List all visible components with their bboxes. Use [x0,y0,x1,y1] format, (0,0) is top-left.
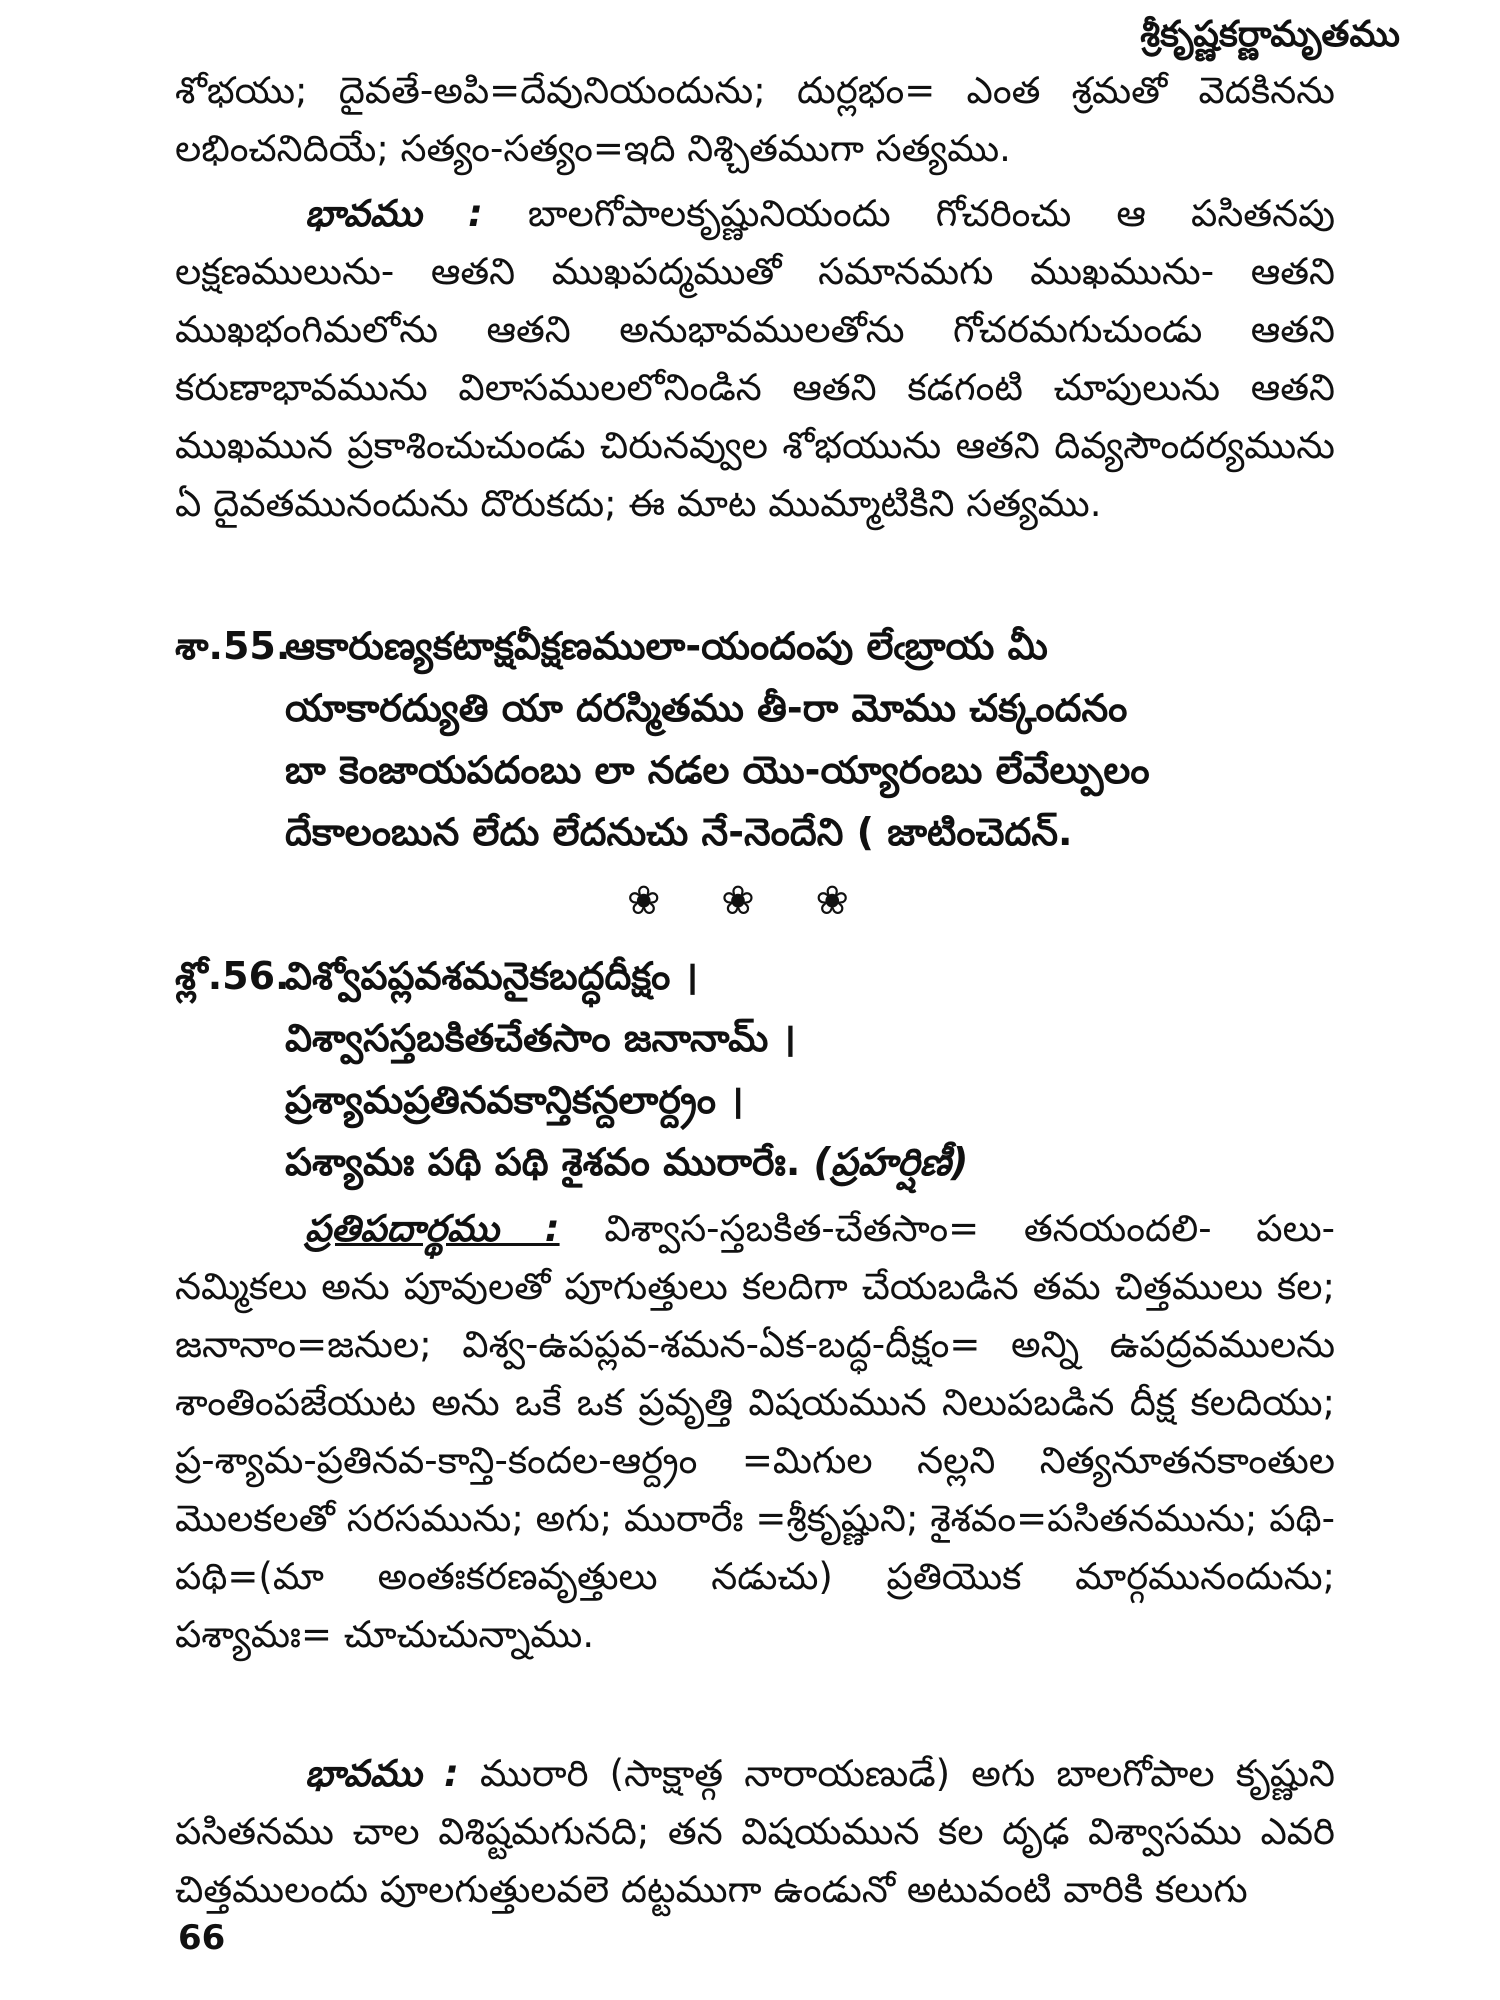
verse-line: శా.55.ఆకారుణ్యకటాక్షవీక్షణములా-యందంపు లేఁబ్రాయ మీ [175,615,1335,677]
running-header: శ్రీకృష్ణకర్ణామృతము [1140,14,1400,55]
bhavam-label: భావము : [305,1752,459,1795]
pratipadartham-section [175,1200,1335,1664]
bhavam-section-1 [175,185,1335,533]
verse-number: శ్లో.56. [175,954,290,998]
verse-line: పశ్యామః పథి పథి శైశవం మురారేః. (ప్రహర్షిణీ) [285,1140,969,1184]
verse-line: దేకాలంబున లేదు లేదనుచు నే-నెందేని ( జాటించెదన్. [285,810,1073,854]
pratipadartham-paragraph [175,1200,1335,1664]
bhavam-paragraph-2 [175,1745,1335,1919]
bhavam-text: మురారి (సాక్షాత్గ నారాయణుడే) అగు బాలగోపాల కృష్ణుని పసితనము చాల విశిష్టమగునది; తన విషయమున కల దృఢ విశ్వాసము ఎవరి చిత్తములందు పూలగుత్తులవలె దట్టముగా ఉండునో అటువంటి వారికి కలుగు [175,1752,1335,1911]
meter-name: (ప్రహర్షిణీ) [813,1140,969,1184]
verse-line: శ్లో.56.విశ్వోపప్లవశమనైకబద్ధదీక్షం । [175,945,1335,1007]
pratipadartham-label: ప్రతిపదార్థము : [305,1207,560,1250]
bhavam-label: భావము : [305,192,483,235]
bhavam-text: బాలగోపాలకృష్ణునియందు గోచరించు ఆ పసితనపు లక్షణములును- ఆతని ముఖపద్మముతో సమానమగు ముఖమును- ఆతని ముఖభంగిమలోను ఆతని అనుభావములతోను గోచరమగుచుండు ఆతని కరుణాభావమును విలాసములలోనిండిన ఆతని కడగంటి చూపులును ఆతని ముఖమున ప్రకాశించుచుండు చిరునవ్వుల శోభయును ఆతని దివ్యసౌందర్యమును ఏ దైవతమునందును దొరుకదు; ఈ మాట ముమ్మాటికిని సత్యము. [175,192,1335,525]
page-number: 66 [178,1918,226,1958]
continuation-paragraph [175,62,1335,178]
verse-line: బా కెంజాయపదంబు లా నడల యొ-య్యారంబు లేవేల్పులం [285,748,1150,792]
pratipadartham-text: విశ్వాస-స్తబకిత-చేతసాం= తనయందలి- పలు- నమ్మికలు అను పూవులతో పూగుత్తులు కలదిగా చేయబడిన తమ చిత్తములు కల; జనానాం=జనుల; విశ్వ-ఉపప్లవ-శమన-ఏక-బద్ధ-దీక్షం= అన్ని ఉపద్రవములను శాంతింపజేయుట అను ఒకే ఒక ప్రవృత్తి విషయమున నిలుపబడిన దీక్ష కలదియు; ప్ర-శ్యామ-ప్రతినవ-కాన్తి-కందల-ఆర్ద్రం =మిగుల నల్లని నిత్యనూతనకాంతుల మొలకలతో సరసమును; అగు; మురారేః =శ్రీకృష్ణుని; శైశవం=పసితనమును; పథి-పథి=(మా అంతఃకరణవృత్తులు నడుచు) ప్రతియొక మార్గమునందును; పశ్యామః= చూచుచున్నాము. [175,1207,1335,1656]
verse-number: శా.55. [175,624,291,668]
paragraph-text: శోభయు; దైవతే-అపి=దేవునియందును; దుర్లభం= ఎంత శ్రమతో వెదకినను లభించనిదియే; సత్యం-సత్యం=ఇది నిశ్చితముగా సత్యము. [175,69,1335,170]
verse-56 [175,945,1335,1193]
verse-line: ప్రశ్యామప్రతినవకాన్తికన్దలార్ద్రం । [285,1078,744,1122]
verse-55 [175,615,1335,863]
verse-line: విశ్వాసస్తబకితచేతసాం జనానామ్ । [285,1016,796,1060]
bhavam-paragraph-1 [175,185,1335,533]
verse-line: యాకారద్యుతి యా దరస్మితము తీ-రా మోము చక్కందనం [285,686,1128,730]
section-divider-ornament: ❀ ❀ ❀ [627,878,873,924]
bhavam-section-2 [175,1745,1335,1919]
